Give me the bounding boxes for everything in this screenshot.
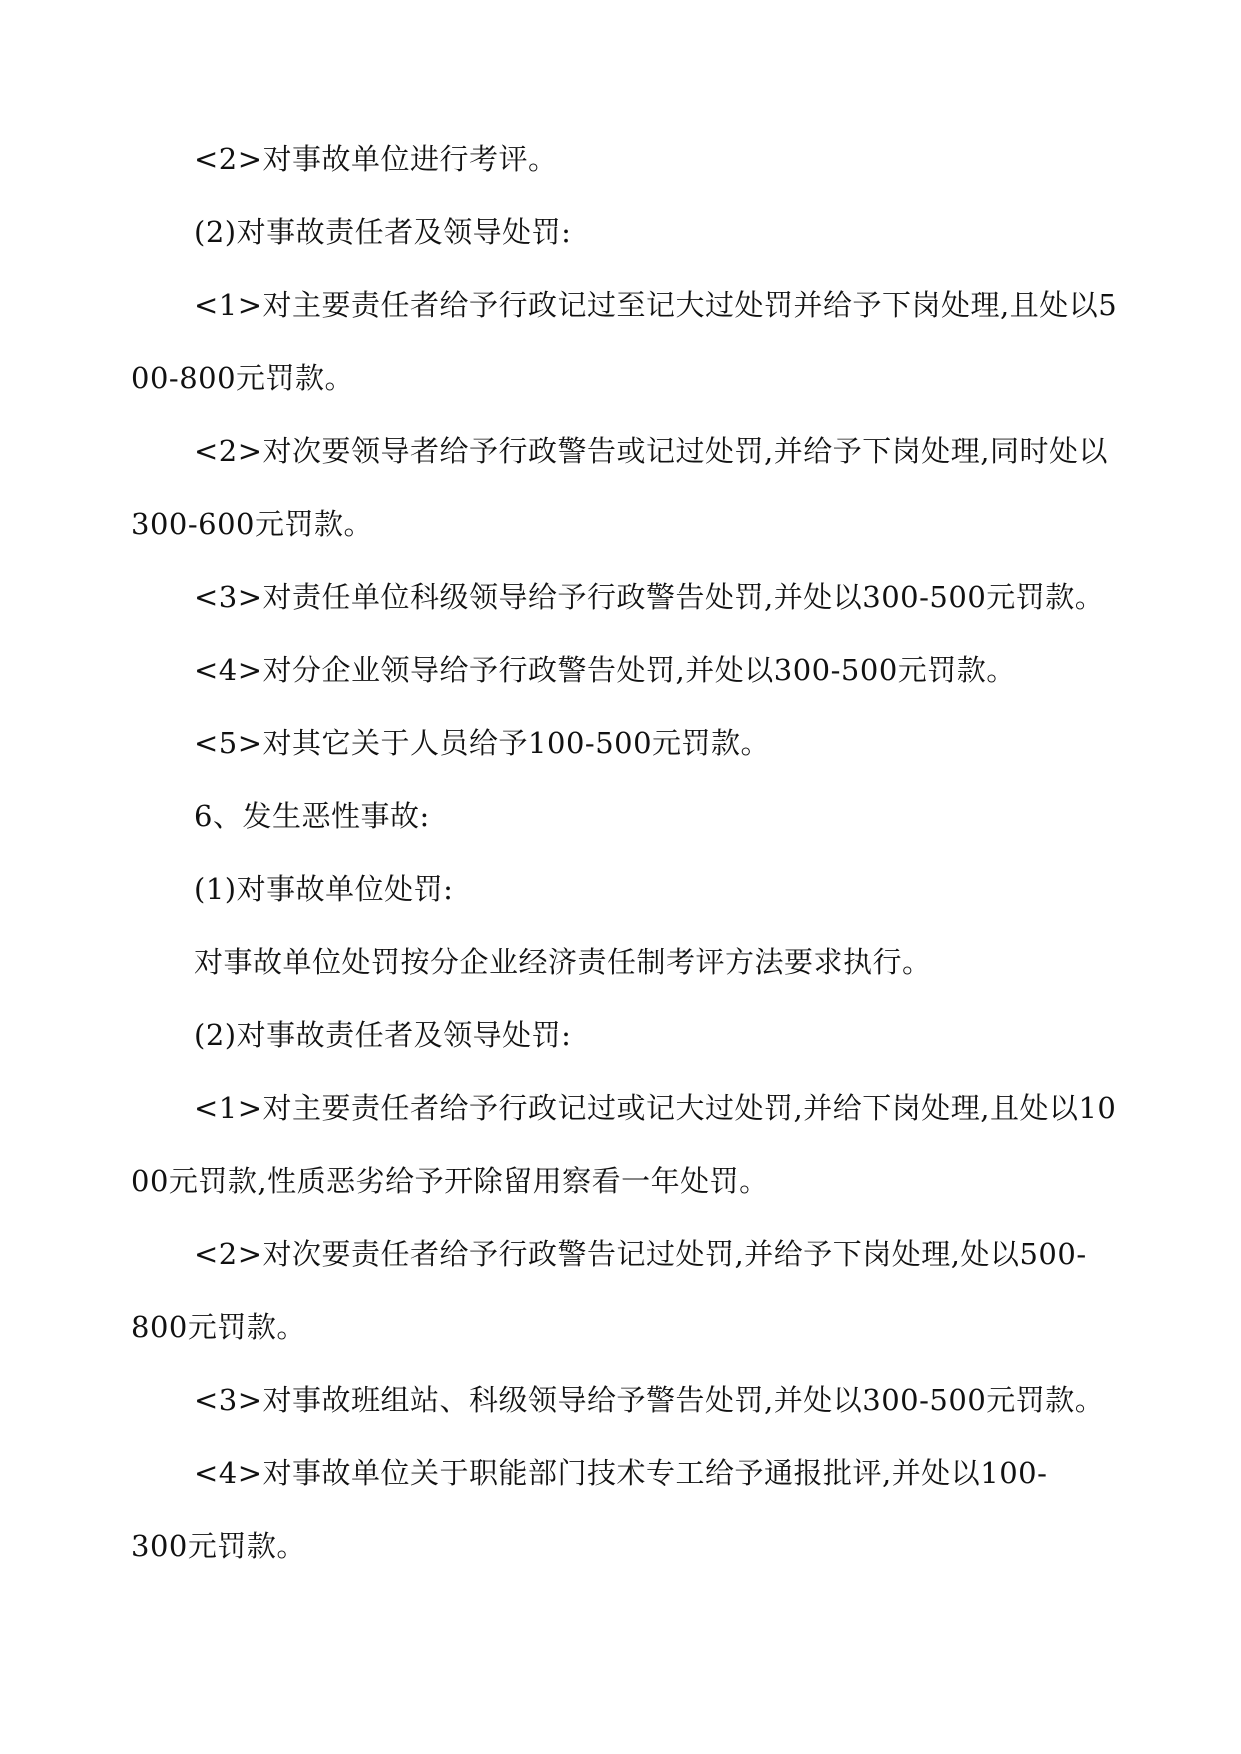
- paragraph-line: <1>对主要责任者给予行政记过至记大过处罚并给予下岗处理,且处以5: [194, 288, 1118, 322]
- paragraph-line: <4>对分企业领导给予行政警告处罚,并处以300-500元罚款。: [194, 653, 1016, 687]
- paragraph-line: <3>对责任单位科级领导给予行政警告处罚,并处以300-500元罚款。: [194, 580, 1105, 614]
- paragraph-line: 对事故单位处罚按分企业经济责任制考评方法要求执行。: [194, 945, 932, 979]
- paragraph-line: <3>对事故班组站、科级领导给予警告处罚,并处以300-500元罚款。: [194, 1383, 1105, 1417]
- paragraph-line: <2>对事故单位进行考评。: [194, 142, 558, 176]
- paragraph-line: <2>对次要领导者给予行政警告或记过处罚,并给予下岗处理,同时处以: [194, 434, 1108, 468]
- section-heading: (1)对事故单位处罚:: [194, 872, 454, 906]
- paragraph-line: 300元罚款。: [131, 1529, 306, 1563]
- paragraph-line: <1>对主要责任者给予行政记过或记大过处罚,并给下岗处理,且处以10: [194, 1091, 1117, 1125]
- paragraph-line: 00-800元罚款。: [131, 361, 355, 395]
- paragraph-line: 300-600元罚款。: [131, 507, 374, 541]
- section-heading: (2)对事故责任者及领导处罚:: [194, 1018, 572, 1052]
- paragraph-line: <5>对其它关于人员给予100-500元罚款。: [194, 726, 771, 760]
- paragraph-line: <4>对事故单位关于职能部门技术专工给予通报批评,并处以100-: [194, 1456, 1048, 1490]
- paragraph-line: 00元罚款,性质恶劣给予开除留用察看一年处罚。: [131, 1164, 769, 1198]
- section-heading: (2)对事故责任者及领导处罚:: [194, 215, 572, 249]
- paragraph-line: 800元罚款。: [131, 1310, 306, 1344]
- section-heading: 6、发生恶性事故:: [194, 799, 430, 833]
- paragraph-line: <2>对次要责任者给予行政警告记过处罚,并给予下岗处理,处以500-: [194, 1237, 1087, 1271]
